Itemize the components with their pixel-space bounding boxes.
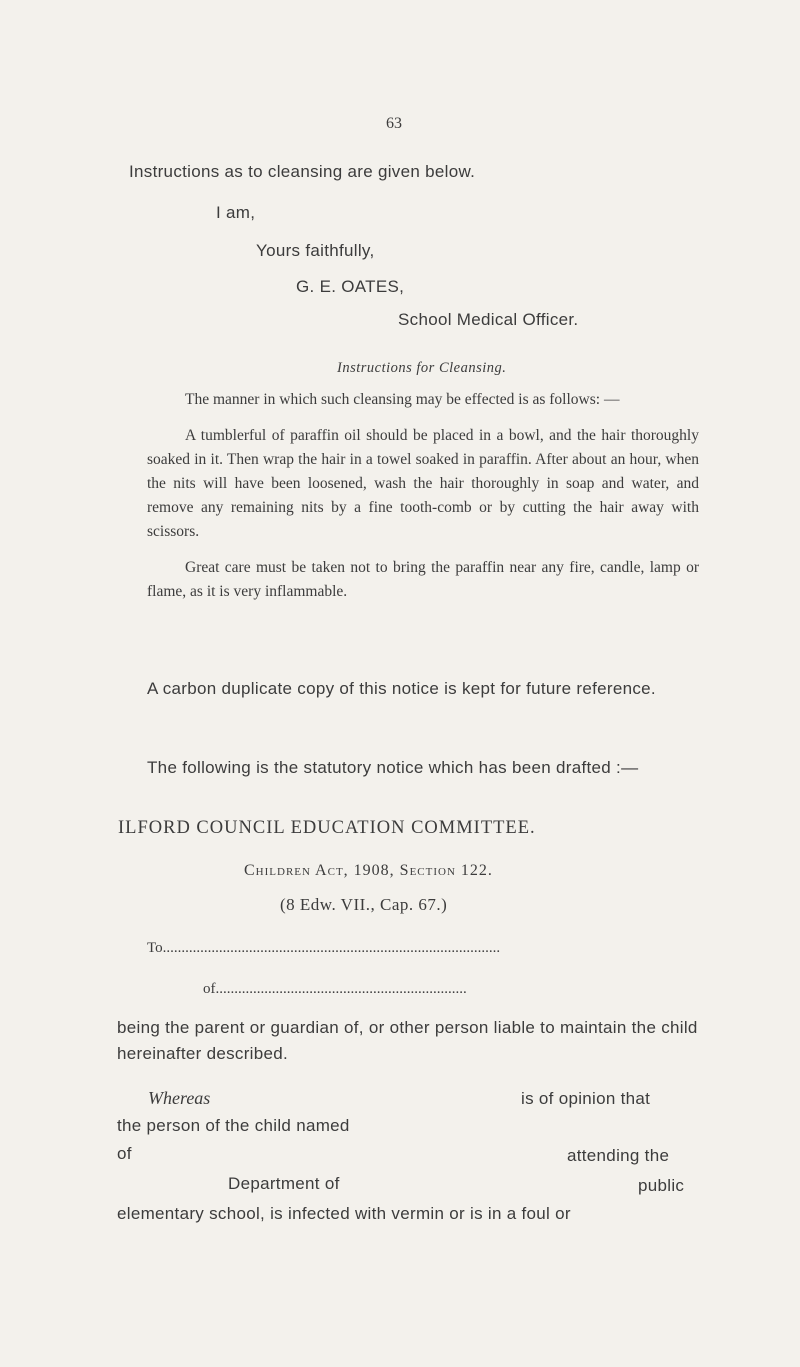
notice-act: Children Act, 1908, Section 122. — [244, 862, 493, 879]
of-word: of — [117, 1144, 132, 1163]
statutory-intro: The following is the statutory notice which has been drafted :— — [147, 758, 639, 777]
final-line: elementary school, is infected with vermin or is in a foul or — [117, 1204, 571, 1223]
intro-line: Instructions as to cleansing are given below. — [129, 162, 476, 181]
instructions-para-1: The manner in which such cleansing may be effected is as follows: — — [185, 391, 620, 408]
signatory-name: G. E. OATES, — [296, 277, 405, 296]
closing-yours: Yours faithfully, — [256, 241, 375, 260]
to-line — [147, 940, 703, 957]
closing-i-am: I am, — [216, 203, 256, 222]
instructions-para-2: A tumblerful of paraffin oil should be placed in a bowl, and the hair thoroughly soaked in it. Then wrap the hair in a towel soaked in paraffin. After about an hour, when the nits will have been loosened, wash the hair thoroughly in soap and water, and remove any remaining nits by a fine tooth-comb or by cutting the hair away with scissors. — [147, 427, 699, 540]
of-line — [203, 981, 533, 998]
of-label: of — [203, 981, 216, 997]
instructions-heading: Instructions for Cleansing. — [337, 360, 507, 376]
notice-heading: ILFORD COUNCIL EDUCATION COMMITTEE. — [118, 818, 536, 838]
carbon-note: A carbon duplicate copy of this notice is kept for future reference. — [147, 679, 656, 698]
instructions-text — [147, 388, 699, 604]
to-label: To — [147, 940, 163, 956]
child-named-text: the person of the child named — [117, 1116, 350, 1135]
opinion-text: is of opinion that — [521, 1089, 651, 1108]
attending-text: attending the — [567, 1146, 670, 1165]
instructions-para-3: Great care must be taken not to bring the paraffin near any fire, candle, lamp or flame, as it is very inflammable. — [147, 559, 699, 600]
whereas-word: Whereas — [148, 1088, 211, 1108]
department-text: Department of — [228, 1174, 340, 1193]
to-fill-in: .......................................................................................... — [162, 940, 501, 956]
public-text: public — [638, 1176, 685, 1195]
parent-paragraph: being the parent or guardian of, or other person liable to maintain the child hereinafter described. — [117, 1018, 698, 1063]
notice-citation: (8 Edw. VII., Cap. 67.) — [280, 895, 448, 914]
signatory-title: School Medical Officer. — [398, 310, 579, 329]
of-fill-in: ................................................................... — [215, 981, 467, 997]
page-number: 63 — [386, 115, 402, 132]
